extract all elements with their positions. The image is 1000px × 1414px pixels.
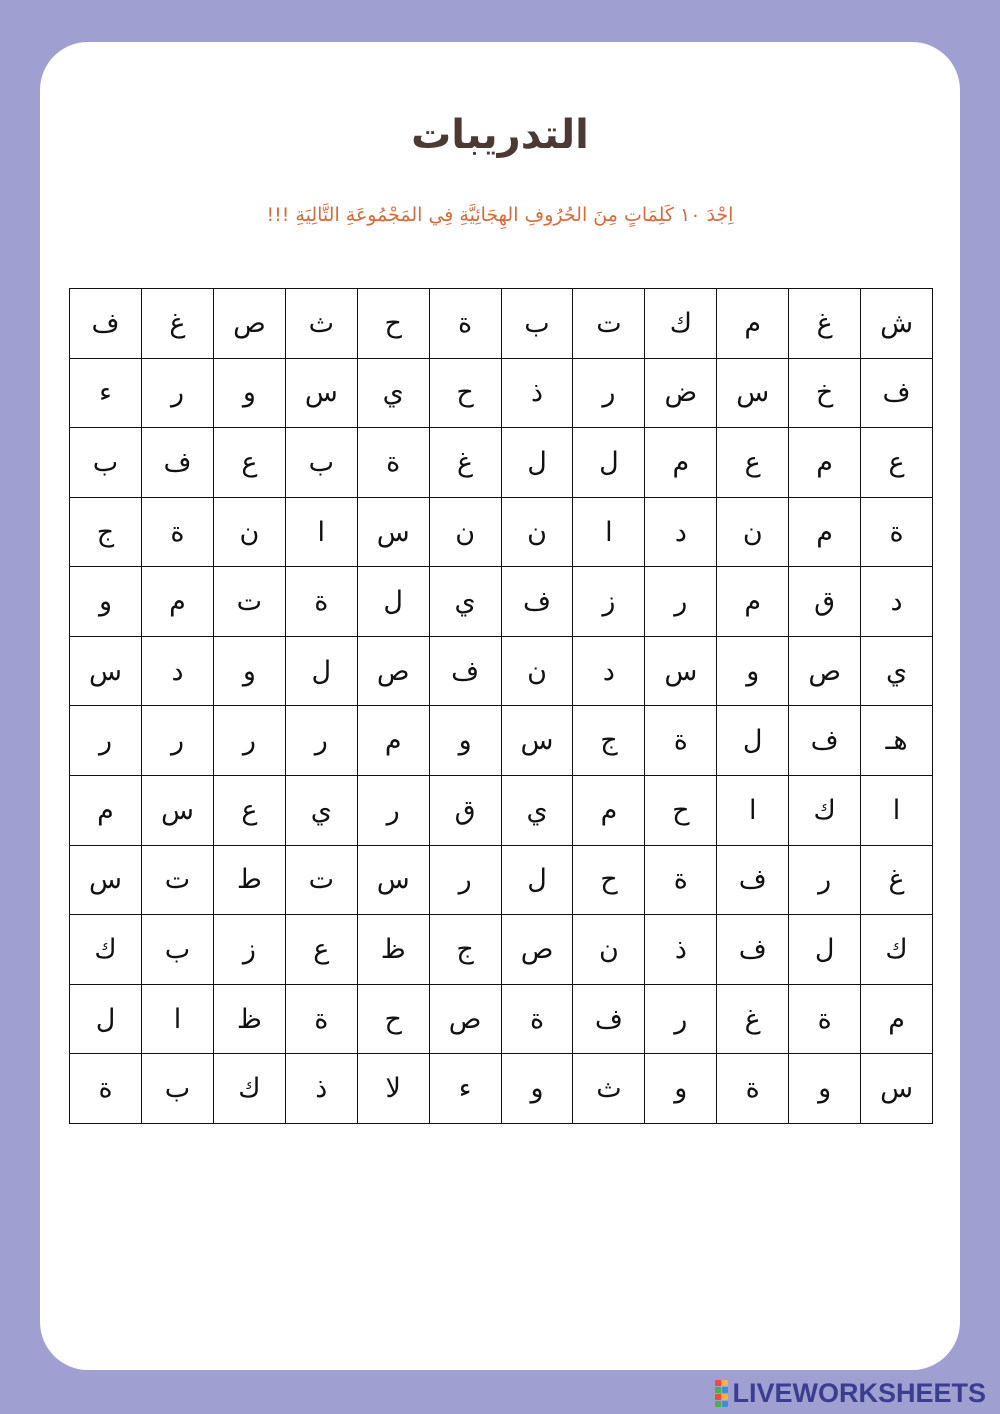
grid-cell[interactable]: ث: [285, 289, 357, 359]
grid-cell[interactable]: ل: [70, 984, 142, 1054]
grid-row: [70, 915, 933, 985]
grid-cell[interactable]: ض: [645, 358, 717, 428]
grid-cell[interactable]: ن: [501, 497, 573, 567]
grid-cell[interactable]: ز: [573, 567, 645, 637]
grid-cell[interactable]: ر: [70, 706, 142, 776]
grid-cell[interactable]: غ: [861, 845, 933, 915]
grid-cell[interactable]: ل: [789, 915, 861, 985]
grid-cell[interactable]: غ: [429, 428, 501, 498]
grid-cell[interactable]: و: [501, 1054, 573, 1124]
grid-cell[interactable]: ع: [285, 915, 357, 985]
grid-cell[interactable]: ف: [429, 636, 501, 706]
logo-square: [722, 1394, 728, 1400]
grid-cell[interactable]: ب: [501, 289, 573, 359]
brand-name: LIVEWORKSHEETS: [732, 1377, 986, 1408]
grid-cell[interactable]: ة: [357, 428, 429, 498]
grid-cell[interactable]: ت: [142, 845, 214, 915]
grid-cell[interactable]: ة: [285, 984, 357, 1054]
grid-cell[interactable]: ف: [717, 915, 789, 985]
logo-square: [715, 1380, 721, 1386]
logo-square: [715, 1387, 721, 1393]
grid-cell[interactable]: غ: [789, 289, 861, 359]
grid-cell[interactable]: ذ: [645, 915, 717, 985]
grid-cell[interactable]: ي: [501, 776, 573, 846]
grid-cell[interactable]: ف: [861, 358, 933, 428]
grid-cell[interactable]: ب: [70, 428, 142, 498]
grid-cell[interactable]: ح: [357, 289, 429, 359]
grid-cell[interactable]: ك: [789, 776, 861, 846]
letter-grid: [69, 288, 933, 1124]
grid-cell[interactable]: ب: [142, 1054, 214, 1124]
grid-row: [70, 428, 933, 498]
grid-cell[interactable]: ت: [573, 289, 645, 359]
grid-cell[interactable]: ط: [213, 845, 285, 915]
grid-cell[interactable]: ك: [645, 289, 717, 359]
grid-cell[interactable]: ب: [142, 915, 214, 985]
grid-row: [70, 636, 933, 706]
grid-cell[interactable]: س: [70, 845, 142, 915]
grid-row: [70, 984, 933, 1054]
grid-cell[interactable]: ة: [861, 497, 933, 567]
grid-cell[interactable]: ة: [645, 706, 717, 776]
grid-cell[interactable]: و: [789, 1054, 861, 1124]
grid-cell[interactable]: ء: [70, 358, 142, 428]
grid-row: [70, 289, 933, 359]
brand-footer[interactable]: [715, 1378, 986, 1408]
grid-cell[interactable]: ب: [285, 428, 357, 498]
grid-cell[interactable]: د: [861, 567, 933, 637]
grid-cell[interactable]: ة: [789, 984, 861, 1054]
grid-cell[interactable]: ا: [573, 497, 645, 567]
grid-cell[interactable]: ذ: [285, 1054, 357, 1124]
grid-cell[interactable]: ت: [285, 845, 357, 915]
grid-cell[interactable]: ص: [501, 915, 573, 985]
grid-cell[interactable]: ف: [573, 984, 645, 1054]
grid-cell[interactable]: ن: [213, 497, 285, 567]
grid-cell[interactable]: ج: [429, 915, 501, 985]
grid-cell[interactable]: غ: [717, 984, 789, 1054]
grid-cell[interactable]: م: [70, 776, 142, 846]
grid-cell[interactable]: ظ: [213, 984, 285, 1054]
grid-cell[interactable]: ص: [429, 984, 501, 1054]
grid-row: [70, 1054, 933, 1124]
grid-cell[interactable]: س: [861, 1054, 933, 1124]
grid-cell[interactable]: ر: [357, 776, 429, 846]
grid-cell[interactable]: ة: [717, 1054, 789, 1124]
grid-cell[interactable]: س: [357, 845, 429, 915]
grid-cell[interactable]: م: [861, 984, 933, 1054]
grid-cell[interactable]: ص: [213, 289, 285, 359]
grid-cell[interactable]: ل: [501, 845, 573, 915]
grid-cell[interactable]: س: [357, 497, 429, 567]
grid-cell[interactable]: ن: [573, 915, 645, 985]
grid-cell[interactable]: ت: [213, 567, 285, 637]
grid-cell[interactable]: س: [142, 776, 214, 846]
grid-cell[interactable]: ي: [861, 636, 933, 706]
logo-square: [722, 1401, 728, 1407]
grid-cell[interactable]: ل: [717, 706, 789, 776]
logo-square: [715, 1394, 721, 1400]
grid-cell[interactable]: ع: [861, 428, 933, 498]
grid-cell[interactable]: س: [717, 358, 789, 428]
grid-cell[interactable]: و: [213, 636, 285, 706]
grid-row: [70, 845, 933, 915]
grid-cell[interactable]: هـ: [861, 706, 933, 776]
grid-cell[interactable]: ث: [573, 1054, 645, 1124]
grid-cell[interactable]: ر: [142, 358, 214, 428]
grid-cell[interactable]: ة: [70, 1054, 142, 1124]
grid-cell[interactable]: ع: [213, 428, 285, 498]
grid-cell[interactable]: م: [357, 706, 429, 776]
grid-cell[interactable]: ف: [142, 428, 214, 498]
grid-cell[interactable]: ق: [429, 776, 501, 846]
grid-cell[interactable]: د: [142, 636, 214, 706]
grid-cell[interactable]: و: [70, 567, 142, 637]
grid-cell[interactable]: ل: [573, 428, 645, 498]
grid-cell[interactable]: ش: [861, 289, 933, 359]
grid-cell[interactable]: ح: [429, 358, 501, 428]
grid-cell[interactable]: ن: [429, 497, 501, 567]
grid-cell[interactable]: ل: [357, 567, 429, 637]
grid-cell[interactable]: ي: [357, 358, 429, 428]
grid-cell[interactable]: م: [717, 567, 789, 637]
grid-cell[interactable]: ف: [501, 567, 573, 637]
grid-cell[interactable]: غ: [142, 289, 214, 359]
grid-cell[interactable]: س: [285, 358, 357, 428]
grid-cell[interactable]: ز: [213, 915, 285, 985]
grid-row: [70, 358, 933, 428]
grid-cell[interactable]: د: [573, 636, 645, 706]
grid-cell[interactable]: د: [645, 497, 717, 567]
grid-cell[interactable]: ك: [70, 915, 142, 985]
grid-cell[interactable]: ق: [789, 567, 861, 637]
grid-cell[interactable]: و: [645, 1054, 717, 1124]
grid-cell[interactable]: س: [70, 636, 142, 706]
grid-cell[interactable]: ر: [142, 706, 214, 776]
grid-cell[interactable]: س: [645, 636, 717, 706]
grid-cell[interactable]: ة: [645, 845, 717, 915]
grid-cell[interactable]: ن: [717, 497, 789, 567]
grid-cell[interactable]: ة: [501, 984, 573, 1054]
grid-cell[interactable]: ك: [861, 915, 933, 985]
grid-cell[interactable]: ي: [285, 776, 357, 846]
grid-cell[interactable]: ر: [645, 567, 717, 637]
grid-cell[interactable]: ل: [501, 428, 573, 498]
grid-cell[interactable]: ج: [70, 497, 142, 567]
grid-cell[interactable]: ا: [861, 776, 933, 846]
grid-cell[interactable]: و: [213, 358, 285, 428]
grid-cell[interactable]: ص: [789, 636, 861, 706]
grid-cell[interactable]: ف: [70, 289, 142, 359]
grid-cell[interactable]: م: [645, 428, 717, 498]
grid-cell[interactable]: م: [789, 497, 861, 567]
grid-cell[interactable]: ج: [573, 706, 645, 776]
logo-square: [722, 1380, 728, 1386]
grid-cell[interactable]: ح: [573, 845, 645, 915]
grid-cell[interactable]: س: [501, 706, 573, 776]
grid-cell[interactable]: ذ: [501, 358, 573, 428]
grid-cell[interactable]: ن: [501, 636, 573, 706]
grid-cell[interactable]: ر: [213, 706, 285, 776]
grid-row: [70, 567, 933, 637]
grid-cell[interactable]: ر: [429, 845, 501, 915]
grid-cell[interactable]: م: [573, 776, 645, 846]
grid-cell[interactable]: و: [717, 636, 789, 706]
grid-cell[interactable]: ع: [717, 428, 789, 498]
grid-cell[interactable]: ل: [285, 636, 357, 706]
grid-row: [70, 706, 933, 776]
grid-cell[interactable]: ع: [213, 776, 285, 846]
grid-cell[interactable]: ي: [429, 567, 501, 637]
grid-cell[interactable]: ة: [142, 497, 214, 567]
worksheet-title: التدريبات: [411, 112, 589, 158]
logo-square: [715, 1401, 721, 1407]
grid-cell[interactable]: ر: [285, 706, 357, 776]
grid-row: [70, 497, 933, 567]
grid-cell[interactable]: ظ: [357, 915, 429, 985]
grid-cell[interactable]: م: [717, 289, 789, 359]
grid-cell[interactable]: ة: [429, 289, 501, 359]
worksheet-card: [40, 42, 960, 1370]
grid-cell[interactable]: ا: [142, 984, 214, 1054]
grid-cell[interactable]: لا: [357, 1054, 429, 1124]
brand-logo-icon: [715, 1380, 728, 1407]
grid-cell[interactable]: ر: [645, 984, 717, 1054]
grid-cell[interactable]: ح: [645, 776, 717, 846]
logo-square: [722, 1387, 728, 1393]
grid-cell[interactable]: ك: [213, 1054, 285, 1124]
grid-cell[interactable]: ة: [285, 567, 357, 637]
grid-cell[interactable]: م: [789, 428, 861, 498]
grid-cell[interactable]: ف: [789, 706, 861, 776]
grid-cell[interactable]: ف: [717, 845, 789, 915]
grid-cell[interactable]: ح: [357, 984, 429, 1054]
grid-cell[interactable]: ر: [789, 845, 861, 915]
grid-cell[interactable]: ا: [285, 497, 357, 567]
grid-cell[interactable]: ص: [357, 636, 429, 706]
grid-cell[interactable]: ء: [429, 1054, 501, 1124]
grid-row: [70, 776, 933, 846]
grid-cell[interactable]: ا: [717, 776, 789, 846]
grid-cell[interactable]: خ: [789, 358, 861, 428]
worksheet-instruction: اِجْدَ ١٠ كَلِمَاتٍ مِنَ الحُرُوفِ الهِجَائِيَّةِ فِي المَجْمُوعَةِ التَّالِيَةِ !!!: [266, 204, 734, 226]
grid-cell[interactable]: ر: [573, 358, 645, 428]
grid-cell[interactable]: م: [142, 567, 214, 637]
grid-cell[interactable]: و: [429, 706, 501, 776]
